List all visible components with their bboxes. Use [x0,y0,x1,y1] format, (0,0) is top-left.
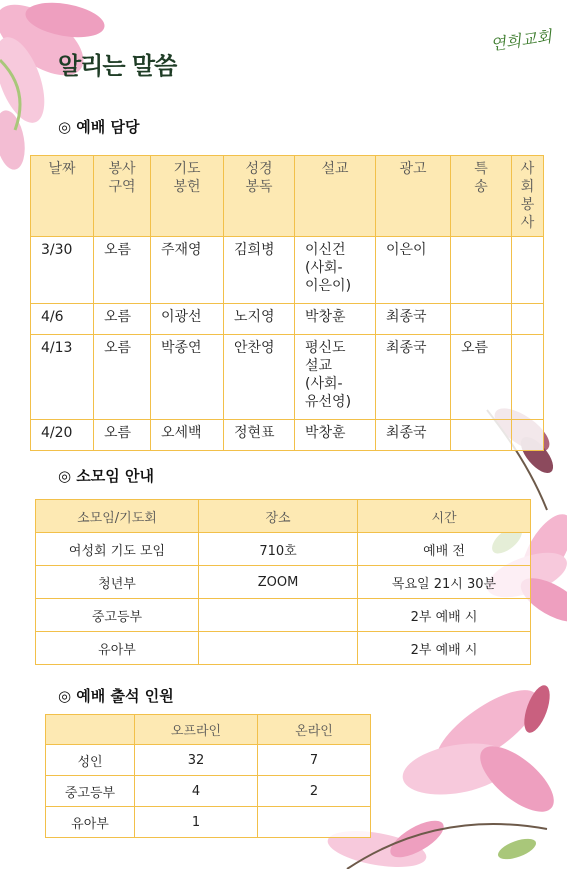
table-header-row [31,156,544,237]
cell: 3/30 [31,237,94,304]
cell: 4 [135,776,258,807]
cell: 최종국 [376,335,451,420]
section-heading-groups: ◎ 소모임 안내 [58,467,154,485]
cell [451,304,512,335]
table-row [31,304,544,335]
cell [512,304,544,335]
cell: 박창훈 [295,420,376,451]
cell: 4/6 [31,304,94,335]
cell: 김희병 [224,237,295,304]
header-offline: 오프라인 [135,715,258,745]
cell [258,807,371,838]
cell: 4/20 [31,420,94,451]
cell: 안찬영 [224,335,295,420]
cell [199,599,358,632]
table-row [36,533,531,566]
cell: 최종국 [376,420,451,451]
cell: 주재영 [151,237,224,304]
cell: 박종연 [151,335,224,420]
cell [451,237,512,304]
cell: 7 [258,745,371,776]
page-title: 알리는 말씀 [58,52,177,80]
service-duty-table [30,155,544,451]
cell: 2부 예배 시 [358,632,531,665]
cell: 오름 [94,304,151,335]
cell: 710호 [199,533,358,566]
cell: 2부 예배 시 [358,599,531,632]
table-row [36,599,531,632]
cell: 유아부 [46,807,135,838]
cell: 오름 [451,335,512,420]
table-header-row [46,715,371,745]
header-announce: 광고 [376,156,451,237]
cell: 최종국 [376,304,451,335]
section-heading-attendance: ◎ 예배 출석 인원 [58,687,174,705]
cell: 정현표 [224,420,295,451]
table-row [31,420,544,451]
header-area: 봉사 구역 [94,156,151,237]
header-online: 온라인 [258,715,371,745]
cell: 중고등부 [46,776,135,807]
cell: ZOOM [199,566,358,599]
cell: 이광선 [151,304,224,335]
cell: 32 [135,745,258,776]
table-row [36,632,531,665]
header-sermon: 설교 [295,156,376,237]
cell: 오름 [94,335,151,420]
cell [451,420,512,451]
section-heading-service: ◎ 예배 담당 [58,118,140,136]
table-row [31,237,544,304]
header-place: 장소 [199,500,358,533]
cell [512,335,544,420]
cell: 예배 전 [358,533,531,566]
table-row [31,335,544,420]
cell: 성인 [46,745,135,776]
header-prayer: 기도 봉헌 [151,156,224,237]
small-groups-table [35,499,531,665]
cell: 오름 [94,420,151,451]
header-blank [46,715,135,745]
table-row [46,776,371,807]
cell: 박창훈 [295,304,376,335]
cell: 오름 [94,237,151,304]
cell: 청년부 [36,566,199,599]
header-special-song: 특 송 [451,156,512,237]
cell [199,632,358,665]
cell [512,237,544,304]
header-scripture: 성경 봉독 [224,156,295,237]
cell [512,420,544,451]
cell: 중고등부 [36,599,199,632]
header-social-service: 사회 봉사 [512,156,544,237]
cell: 2 [258,776,371,807]
cell: 여성회 기도 모임 [36,533,199,566]
cell: 이신건 (사회- 이은이) [295,237,376,304]
cell: 4/13 [31,335,94,420]
header-group: 소모임/기도회 [36,500,199,533]
attendance-table [45,714,371,838]
cell: 평신도 설교 (사회- 유선영) [295,335,376,420]
church-logo: 연희교회 [489,26,553,55]
cell: 목요일 21시 30분 [358,566,531,599]
cell: 1 [135,807,258,838]
cell: 유아부 [36,632,199,665]
table-row [46,807,371,838]
table-header-row [36,500,531,533]
header-time: 시간 [358,500,531,533]
cell: 이은이 [376,237,451,304]
cell: 오세백 [151,420,224,451]
table-row [46,745,371,776]
cell: 노지영 [224,304,295,335]
table-row [36,566,531,599]
header-date: 날짜 [31,156,94,237]
